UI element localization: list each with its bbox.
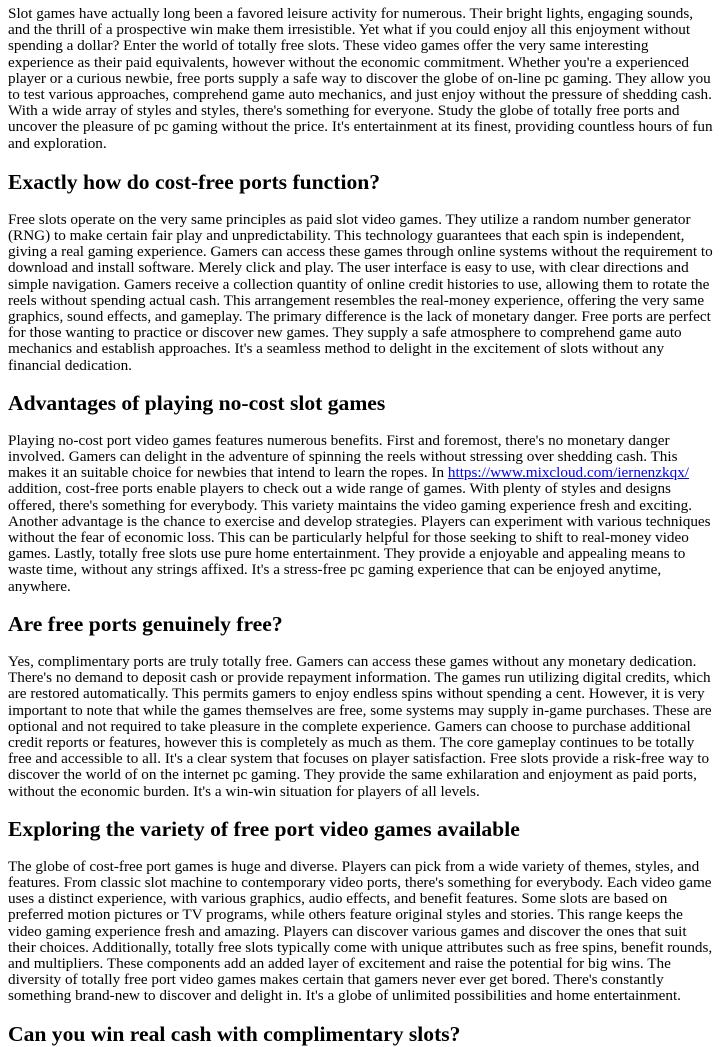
section-heading-win-real-cash: Can you win real cash with complimentary slots? (8, 1021, 461, 1046)
mixcloud-link[interactable]: https://www.mixcloud.com/iernenzkqx/ (447, 464, 690, 482)
section-paragraph-how-free-slots-work: Free slots operate on the very same principles as paid slot video games. They utilize a random number generator (RNG) to make certain fair play and unpredictability. This technology guarantees that each spin is independent, giving a real gaming experience. Gamers can access these games through online systems without the requirement to download and install software. Merely click and play. The user interface is easy to use, with clear directions and simple navigation. Gamers receive a collection quantity of online credit histories to use, allowing them to rotate the reels without spending actual cash. This arrangement resembles the real-money experience, offering the very same graphics, sound effects, and gameplay. The primary difference is the lack of monetary danger. Free ports are perfect for those wanting to practice or discover new games. They supply a safe atmosphere to comprehend game auto mechanics and establish approaches. It's a seamless method to delight in the excitement of slots without any financial dedication. (8, 210, 713, 374)
advantages-text-before-link: Playing no-cost port video games features numerous benefits. First and foremost, there's no monetary danger involved. Gamers can delight in the adventure of spinning the reels without stressing over shedding cash. This makes it an suitable choice for newbies that intend to learn the ropes. In (8, 431, 678, 482)
section-heading-advantages: Advantages of playing no-cost slot games (8, 390, 386, 415)
advantages-text-after-link: addition, cost-free ports enable players to check out a wide range of games. With plenty of styles and designs offered, there's something for everybody. This variety maintains the video gaming experience fresh and exciting. Another advantage is the chance to exercise and develop strategies. Players can experiment with various techniques without the fear of economic loss. This can be particularly helpful for those seeking to shift to real-money video games. Lastly, totally free slots use pure home entertainment. They provide a enjoyable and appealing means to waste time, without any strings affixed. It's a stress-free pc gaming experience that can be enjoyed anytime, anywhere. (8, 480, 711, 595)
article (0, 6, 720, 1047)
section-heading-truly-free: Are free ports genuinely free? (8, 611, 283, 636)
intro-paragraph: Slot games have actually long been a favored leisure activity for numerous. Their bright lights, engaging sounds, and the thrill of a prospective win make them irresistible. Yet what if you could enjoy all this enjoyment without spending a dollar? Enter the world of totally free slots. These video games offer the very same interesting experience as their paid equivalents, however without the economic commitment. Whether you're a experienced player or a curious newbie, free ports supply a safe way to discover the globe of on-line pc gaming. They allow you to test various approaches, comprehend game auto mechanics, and just enjoy without the pressure of shedding cash. With a wide array of styles and styles, there's something for everyone. Study the globe of totally free ports and uncover the pleasure of pc gaming without the price. It's entertainment at its finest, providing countless hours of fun and exploration. (8, 5, 713, 152)
section-paragraph-variety: The globe of cost-free port games is huge and diverse. Players can pick from a wide variety of themes, styles, and features. From classic slot machine to contemporary video ports, there's something for everybody. Each video game uses a distinct experience, with various graphics, audio effects, and benefit features. Some slots are based on preferred motion pictures or TV programs, while others feature original styles and stories. This range keeps the video gaming experience fresh and amazing. Players can discover various games and discover the ones that suit their choices. Additionally, totally free slots typically come with unique attributes such as free spins, benefit rounds, and multipliers. These components add an added layer of excitement and raise the potential for big wins. The diversity of totally free port video games makes certain that gamers never ever get bored. There's constantly something brand-new to discover and delight in. It's a globe of unlimited possibilities and home entertainment. (8, 857, 713, 1005)
section-paragraph-advantages (8, 433, 713, 595)
section-paragraph-truly-free: Yes, complimentary ports are truly totally free. Gamers can access these games without any monetary dedication. There's no demand to deposit cash or provide repayment information. The games run utilizing digital credits, which are restored automatically. This permits gamers to enjoy endless spins without spending a cent. However, it is very important to note that while the games themselves are free, some systems may supply in-game purchases. These are optional and not required to take pleasure in the complete experience. Gamers can choose to purchase additional credit reports or features, however this is completely as much as them. The core gameplay continues to be totally free and accessible to all. It's a clear system that focuses on player satisfaction. Free slots provide a risk-free way to discover the world of on the internet pc gaming. They provide the same exhilaration and enjoyment as paid ports, without the economic burden. It's a win-win situation for players of all levels. (8, 652, 712, 800)
section-heading-how-free-slots-work: Exactly how do cost-free ports function? (8, 169, 381, 194)
section-heading-variety: Exploring the variety of free port video games available (8, 816, 520, 841)
